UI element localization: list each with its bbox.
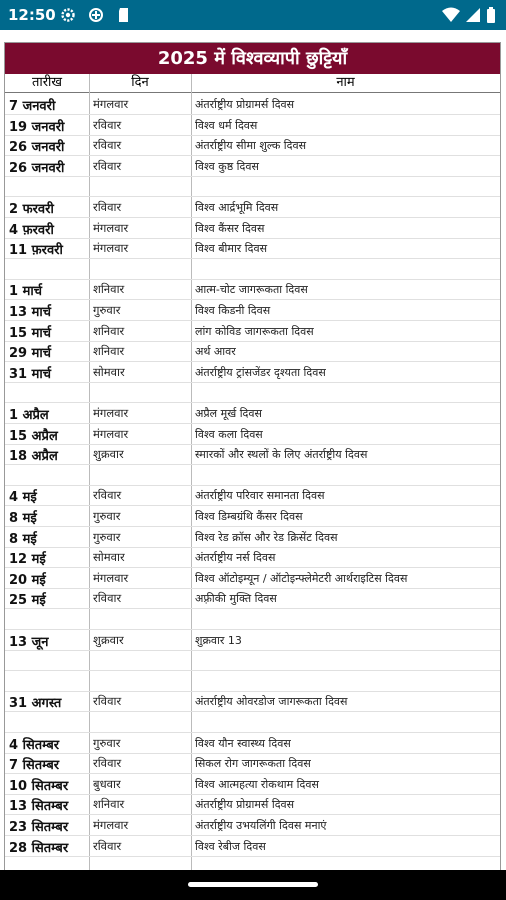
- sync-icon: [88, 7, 104, 23]
- row-day: मंगलवार: [93, 570, 129, 585]
- settings-icon: [60, 7, 76, 23]
- table-row: [5, 814, 500, 836]
- row-day: गुरुवार: [93, 735, 121, 750]
- row-name: विश्व बीमार दिवस: [195, 242, 268, 256]
- table-row: [5, 526, 500, 548]
- row-day: शनिवार: [93, 282, 125, 297]
- row-date: 31 मार्च: [9, 366, 52, 382]
- table-row: [5, 258, 500, 280]
- table-row: [5, 381, 500, 403]
- table-row: [5, 134, 500, 156]
- row-date: 1 मार्च: [9, 284, 42, 300]
- row-day: शनिवार: [93, 323, 125, 338]
- row-day: शुक्रवार: [93, 632, 124, 647]
- status-bar: [0, 0, 506, 30]
- row-date: 15 मार्च: [9, 325, 52, 341]
- row-name: विश्व कुष्ठ दिवस: [195, 159, 259, 173]
- table-title: 2025 में विश्वव्यापी छुट्टियाँ: [5, 43, 500, 74]
- row-date: 2 फरवरी: [9, 202, 54, 217]
- row-day: मंगलवार: [93, 426, 129, 441]
- row-name: विश्व डिम्बग्रंथि कैंसर दिवस: [195, 510, 303, 523]
- row-date: 20 मई: [9, 572, 46, 588]
- table-row: [5, 175, 500, 197]
- row-name: अंतर्राष्ट्रीय प्रोग्रामर्स दिवस: [195, 798, 295, 812]
- row-date: 26 जनवरी: [9, 140, 65, 156]
- table-row: [5, 773, 500, 795]
- row-day: मंगलवार: [93, 220, 129, 235]
- table-row: [5, 464, 500, 486]
- row-date: 15 अप्रैल: [9, 428, 58, 444]
- row-day: शुक्रवार: [93, 447, 124, 462]
- table-row: [5, 196, 500, 218]
- table-row: [5, 711, 500, 733]
- row-name: विश्व रेबीज दिवस: [195, 839, 266, 853]
- row-date: 23 सितम्बर: [9, 820, 69, 835]
- table-row: [5, 587, 500, 609]
- row-name: शुक्रवार 13: [195, 633, 242, 647]
- row-day: गुरुवार: [93, 509, 121, 523]
- row-name: विश्व आर्द्रभूमि दिवस: [195, 201, 279, 214]
- row-name: अंतर्राष्ट्रीय ओवरडोज जागरूकता दिवस: [195, 695, 348, 709]
- row-date: 7 सितम्बर: [9, 758, 60, 774]
- table-row: [5, 649, 500, 671]
- row-day: शनिवार: [93, 797, 125, 812]
- row-day: गुरुवार: [93, 303, 121, 317]
- row-name: अप्रैल मूर्ख दिवस: [195, 407, 262, 420]
- row-date: 4 सितम्बर: [9, 737, 60, 753]
- row-day: रविवार: [93, 756, 122, 771]
- header-day: दिन: [131, 75, 149, 90]
- row-day: रविवार: [93, 158, 122, 173]
- table-row: [5, 732, 500, 754]
- table-row: [5, 402, 500, 424]
- table-row: [5, 608, 500, 630]
- table-row: [5, 690, 500, 712]
- table-row: [5, 629, 500, 651]
- row-name: विश्व किडनी दिवस: [195, 304, 271, 317]
- row-date: 8 मई: [9, 511, 37, 526]
- battery-icon: [486, 7, 496, 23]
- status-time: 12:50: [8, 6, 56, 24]
- row-date: 25 मई: [9, 593, 46, 609]
- header-name: नाम: [336, 75, 355, 90]
- table-row: [5, 114, 500, 136]
- content-area[interactable]: [0, 30, 506, 870]
- row-date: 18 अप्रैल: [9, 449, 58, 465]
- row-date: 10 सितम्बर: [9, 778, 69, 794]
- row-name: सिकल रोग जागरूकता दिवस: [195, 757, 311, 771]
- row-day: रविवार: [93, 488, 122, 503]
- row-name: विश्व यौन स्वास्थ्य दिवस: [195, 736, 291, 750]
- row-day: सोमवार: [93, 364, 125, 379]
- row-name: विश्व कला दिवस: [195, 427, 263, 441]
- table-row: [5, 155, 500, 177]
- row-date: 4 मई: [9, 490, 37, 506]
- table-row: [5, 484, 500, 506]
- row-date: 8 मई: [9, 531, 37, 547]
- table-row: [5, 278, 500, 300]
- row-name: आत्म-चोट जागरूकता दिवस: [195, 283, 308, 297]
- row-day: मंगलवार: [93, 97, 129, 111]
- holiday-sheet: [4, 42, 501, 870]
- row-name: अर्थ आवर: [195, 345, 236, 359]
- table-row: [5, 237, 500, 259]
- table-row: [5, 423, 500, 445]
- signal-icon: [465, 7, 481, 23]
- navigation-bar: [0, 870, 506, 900]
- table-row: [5, 299, 500, 321]
- row-day: मंगलवार: [93, 406, 129, 420]
- row-name: विश्व कैंसर दिवस: [195, 221, 265, 235]
- row-day: रविवार: [93, 838, 122, 853]
- row-date: 19 जनवरी: [9, 119, 65, 135]
- row-day: रविवार: [93, 694, 122, 709]
- row-name: अंतर्राष्ट्रीय ट्रांसजेंडर दृश्यता दिवस: [195, 365, 326, 379]
- row-name: अंतर्राष्ट्रीय परिवार समानता दिवस: [195, 489, 325, 503]
- row-date: 28 सितम्बर: [9, 840, 69, 856]
- table-row: [5, 567, 500, 589]
- table-row: [5, 340, 500, 362]
- table-row: [5, 361, 500, 383]
- row-date: 29 मार्च: [9, 346, 52, 362]
- wifi-icon: [442, 7, 460, 23]
- row-date: 7 जनवरी: [9, 99, 56, 114]
- row-date: 13 जून: [9, 634, 49, 650]
- row-date: 11 फ़रवरी: [9, 243, 63, 259]
- row-name: लांग कोविड जागरूकता दिवस: [195, 324, 314, 338]
- row-day: शनिवार: [93, 344, 125, 359]
- row-name: अंतर्राष्ट्रीय प्रोग्रामर्स दिवस: [195, 98, 295, 111]
- table-row: [5, 443, 500, 465]
- row-name: विश्व आत्महत्या रोकथाम दिवस: [195, 777, 319, 791]
- row-date: 13 सितम्बर: [9, 799, 69, 815]
- row-name: अफ़्रीकी मुक्ति दिवस: [195, 592, 277, 606]
- row-name: अंतर्राष्ट्रीय उभयलिंगी दिवस मनाएं: [195, 819, 327, 832]
- row-name: विश्व धर्म दिवस: [195, 118, 258, 132]
- table-row: [5, 93, 500, 115]
- row-name: विश्व रेड क्रॉस और रेड क्रिसेंट दिवस: [195, 530, 338, 544]
- row-date: 12 मई: [9, 552, 46, 568]
- table-row: [5, 320, 500, 342]
- row-name: अंतर्राष्ट्रीय सीमा शुल्क दिवस: [195, 139, 307, 153]
- row-date: 13 मार्च: [9, 305, 52, 320]
- row-date: 26 जनवरी: [9, 160, 65, 176]
- table-row: [5, 505, 500, 527]
- table-row: [5, 835, 500, 857]
- row-name: अंतर्राष्ट्रीय नर्स दिवस: [195, 551, 276, 565]
- table-row: [5, 546, 500, 568]
- row-date: 4 फ़रवरी: [9, 222, 54, 238]
- sd-card-icon: [116, 7, 132, 23]
- header-date: तारीख: [31, 75, 63, 90]
- home-gesture-handle[interactable]: [188, 882, 318, 887]
- table-row: [5, 752, 500, 774]
- row-day: रविवार: [93, 138, 122, 153]
- row-day: रविवार: [93, 117, 122, 132]
- row-day: मंगलवार: [93, 818, 129, 832]
- row-day: सोमवार: [93, 550, 125, 565]
- row-name: विश्व ऑटोइम्यून / ऑटोइन्फ्लेमेटरी आर्थराइटिस दिवस: [195, 571, 408, 585]
- row-day: गुरुवार: [93, 529, 121, 544]
- row-day: रविवार: [93, 591, 122, 606]
- row-date: 1 अप्रैल: [9, 408, 49, 423]
- table-header: [5, 74, 500, 93]
- row-day: रविवार: [93, 200, 122, 214]
- table-row: [5, 670, 500, 692]
- row-day: बुधवार: [93, 776, 121, 791]
- row-day: मंगलवार: [93, 241, 129, 256]
- row-date: 31 अगस्त: [9, 696, 62, 712]
- row-name: स्मारकों और स्थलों के लिए अंतर्राष्ट्रीय दिवस: [195, 448, 368, 462]
- table-row: [5, 217, 500, 239]
- table-row: [5, 793, 500, 815]
